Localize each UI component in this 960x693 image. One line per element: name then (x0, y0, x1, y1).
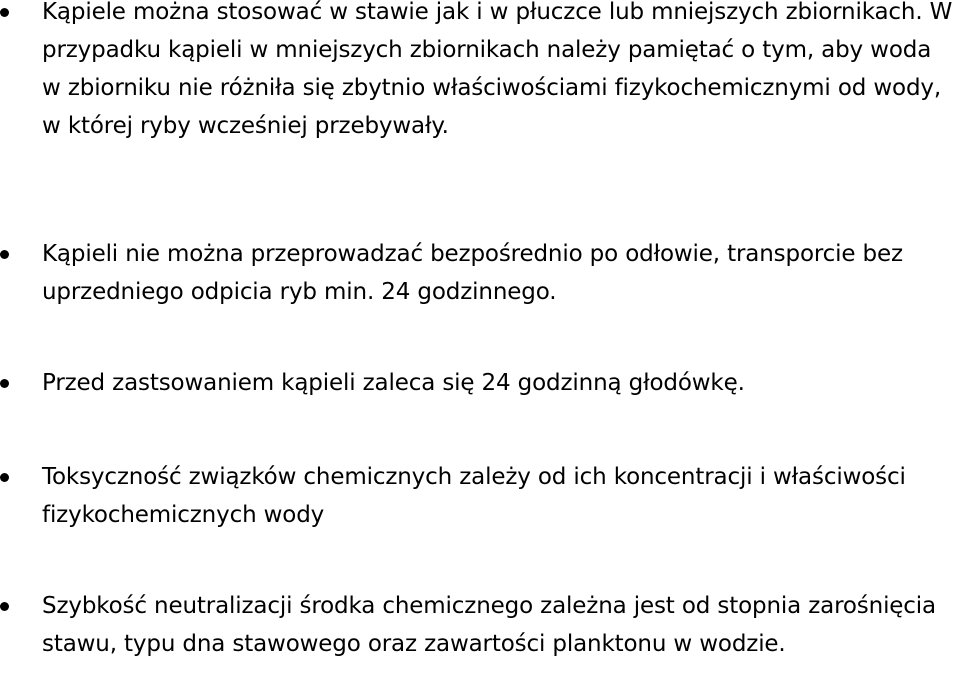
bullet-dot-icon (0, 602, 9, 611)
bullet-dot-icon (0, 8, 9, 17)
bullet-text: Kąpieli nie można przeprowadzać bezpośrednio po odłowie, transporcie bez uprzedniego odpicia ryb min. 24 godzinnego. (42, 241, 903, 305)
bullet-text: Kąpiele można stosować w stawie jak i w płuczce lub mniejszych zbiornikach. W przypadku kąpieli w mniejszych zbiornikach należy pamiętać o tym, aby woda w zbiorniku nie różniła się zbytnio właściwościami fizykochemicznymi od wody, w której ryby wcześniej przebywały. (42, 0, 953, 139)
bullet-text: Toksyczność związków chemicznych zależy od ich koncentracji i właściwości fizykochemicznych wody (42, 464, 906, 528)
bullet-text: Przed zastsowaniem kąpieli zaleca się 24 godzinną głodówkę. (42, 370, 745, 396)
bullet-dot-icon (0, 379, 9, 388)
bullet-text: Szybkość neutralizacji środka chemicznego zależna jest od stopnia zarośnięcia stawu, typu dna stawowego oraz zawartości planktonu w wodzie. (42, 593, 936, 657)
bullet-dot-icon (0, 473, 9, 482)
bullet-dot-icon (0, 250, 9, 259)
